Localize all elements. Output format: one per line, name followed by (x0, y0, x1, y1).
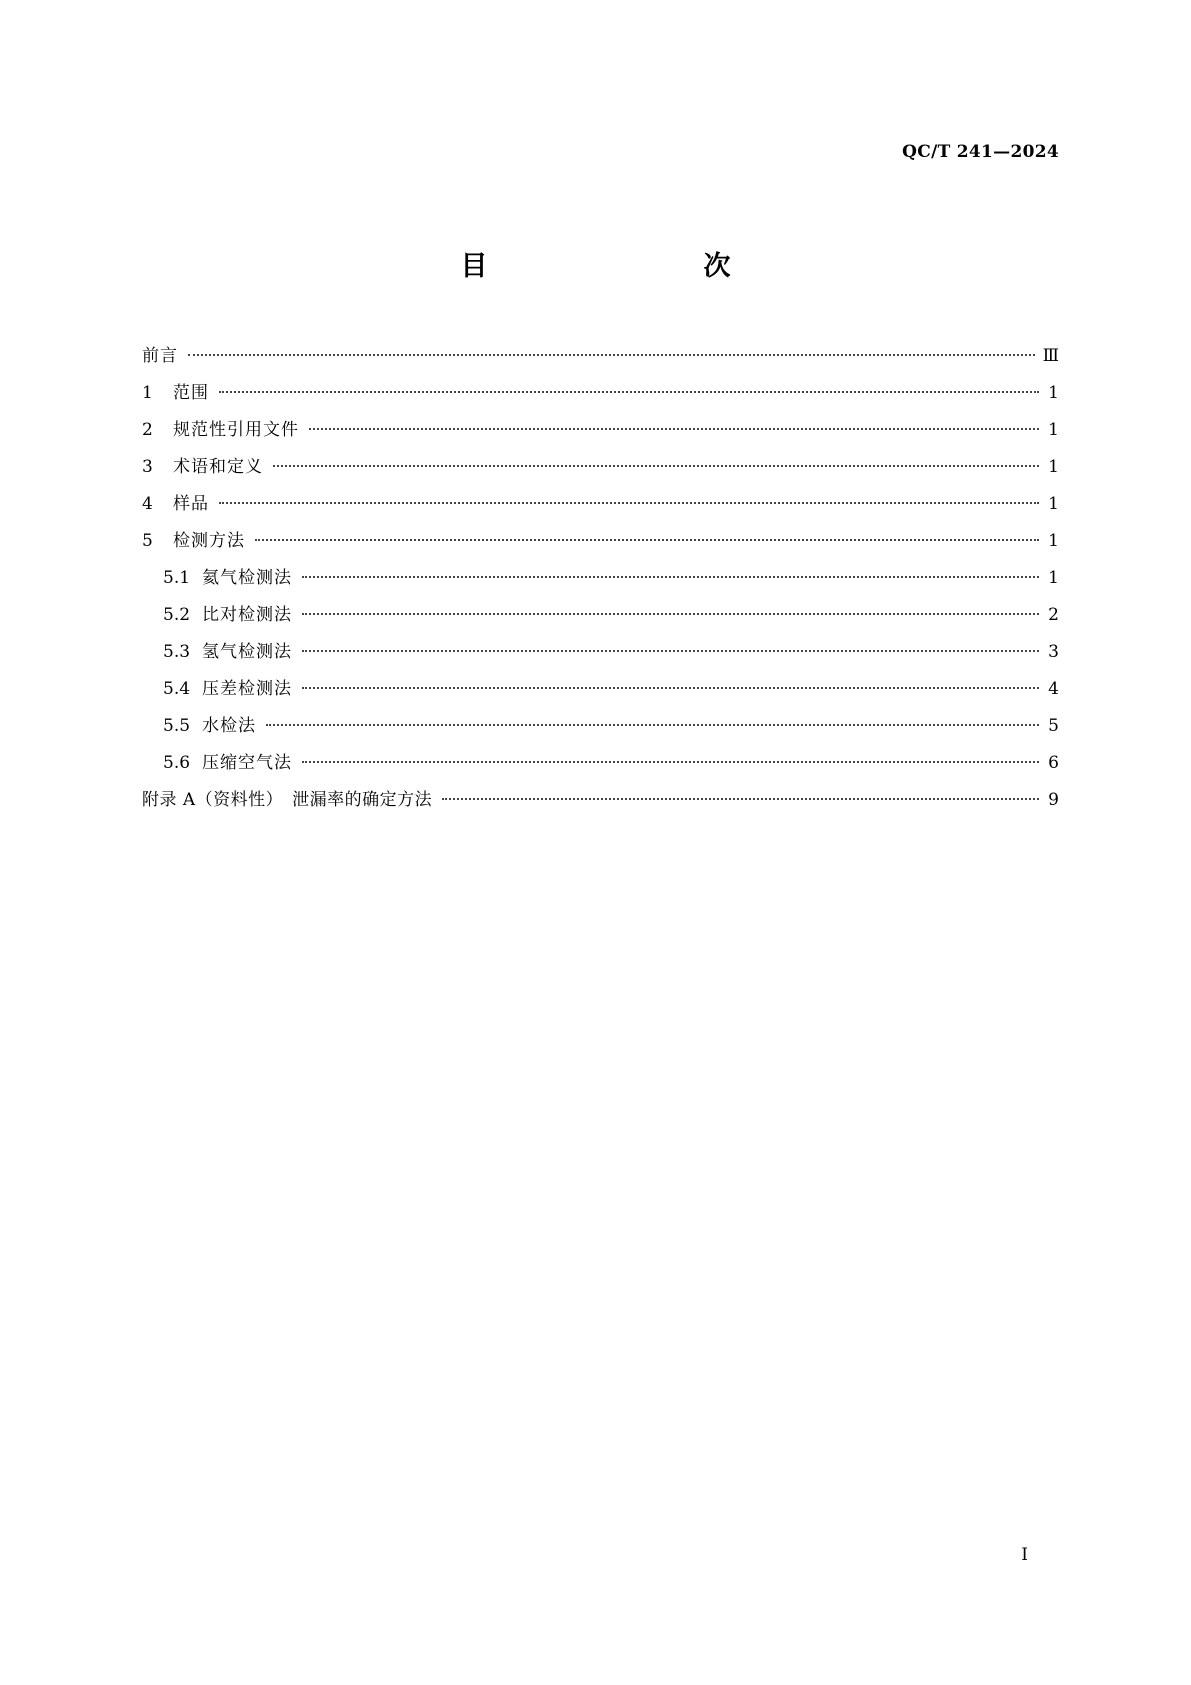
toc-entry-number: 3 (142, 457, 153, 477)
toc-entry-5-4[interactable] (142, 674, 1059, 711)
toc-entry-page: 1 (1048, 531, 1059, 551)
dot-leader (219, 391, 1039, 393)
dot-leader (219, 502, 1039, 504)
toc-entry-page: 9 (1048, 790, 1059, 810)
toc-entry-2[interactable] (142, 415, 1059, 452)
toc-entry-number: 5.1 (163, 568, 191, 588)
toc-entry-5-2[interactable] (142, 600, 1059, 637)
toc-entry-page: 1 (1048, 457, 1059, 477)
dot-leader (255, 539, 1039, 541)
toc-entry-page: Ⅲ (1042, 346, 1059, 366)
standard-code: QC/T 241—2024 (902, 142, 1059, 162)
toc-entry-number: 1 (142, 383, 153, 403)
dot-leader (188, 354, 1035, 356)
toc-entry-label: 样品 (173, 494, 209, 514)
toc-entry-label: 压缩空气法 (202, 753, 292, 773)
toc-entry-1[interactable] (142, 378, 1059, 415)
toc-entry-3[interactable] (142, 452, 1059, 489)
toc-entry-page: 4 (1048, 679, 1059, 699)
toc-entry-label: 氢气检测法 (202, 642, 292, 662)
toc-entry-page: 1 (1048, 568, 1059, 588)
toc-entry-label: 范围 (173, 383, 209, 403)
toc-entry-label: 氦气检测法 (202, 568, 292, 588)
toc-entry-label: 规范性引用文件 (173, 420, 299, 440)
toc-entry-5-1[interactable] (142, 563, 1059, 600)
toc-entry-number: 5.5 (163, 716, 191, 736)
toc-entry-4[interactable] (142, 489, 1059, 526)
toc-entry-number: 5.4 (163, 679, 191, 699)
toc-entry-page: 1 (1048, 420, 1059, 440)
toc-entry-page: 5 (1048, 716, 1059, 736)
dot-leader (309, 428, 1039, 430)
toc-entry-number: 5.6 (163, 753, 191, 773)
toc-entry-label: 比对检测法 (202, 605, 292, 625)
page-number: I (1021, 1545, 1028, 1565)
toc-entry-number: 5.2 (163, 605, 191, 625)
table-of-contents (142, 341, 1059, 822)
toc-entry-number: 4 (142, 494, 153, 514)
toc-entry-label: 前言 (142, 346, 178, 366)
toc-entry-page: 3 (1048, 642, 1059, 662)
toc-entry-5-6[interactable] (142, 748, 1059, 785)
dot-leader (302, 687, 1039, 689)
toc-entry-5[interactable] (142, 526, 1059, 563)
toc-entry-5-3[interactable] (142, 637, 1059, 674)
toc-entry-page: 1 (1048, 494, 1059, 514)
toc-entry-label: 附录 A（资料性） 泄漏率的确定方法 (142, 790, 433, 810)
toc-entry-label: 术语和定义 (173, 457, 263, 477)
toc-entry-number: 2 (142, 420, 153, 440)
dot-leader (442, 798, 1039, 800)
toc-entry-label: 检测方法 (173, 531, 245, 551)
toc-entry-number: 5.3 (163, 642, 191, 662)
toc-entry-foreword[interactable] (142, 341, 1059, 378)
toc-entry-number: 5 (142, 531, 153, 551)
dot-leader (302, 613, 1039, 615)
toc-entry-page: 1 (1048, 383, 1059, 403)
toc-entry-page: 6 (1048, 753, 1059, 773)
dot-leader (302, 761, 1039, 763)
toc-entry-page: 2 (1048, 605, 1059, 625)
dot-leader (273, 465, 1039, 467)
toc-entry-appendix-a[interactable] (142, 785, 1059, 822)
toc-entry-label: 压差检测法 (202, 679, 292, 699)
dot-leader (302, 650, 1039, 652)
dot-leader (266, 724, 1039, 726)
toc-entry-label: 水检法 (202, 716, 256, 736)
dot-leader (302, 576, 1039, 578)
toc-entry-5-5[interactable] (142, 711, 1059, 748)
toc-title: 目 次 (460, 251, 785, 282)
